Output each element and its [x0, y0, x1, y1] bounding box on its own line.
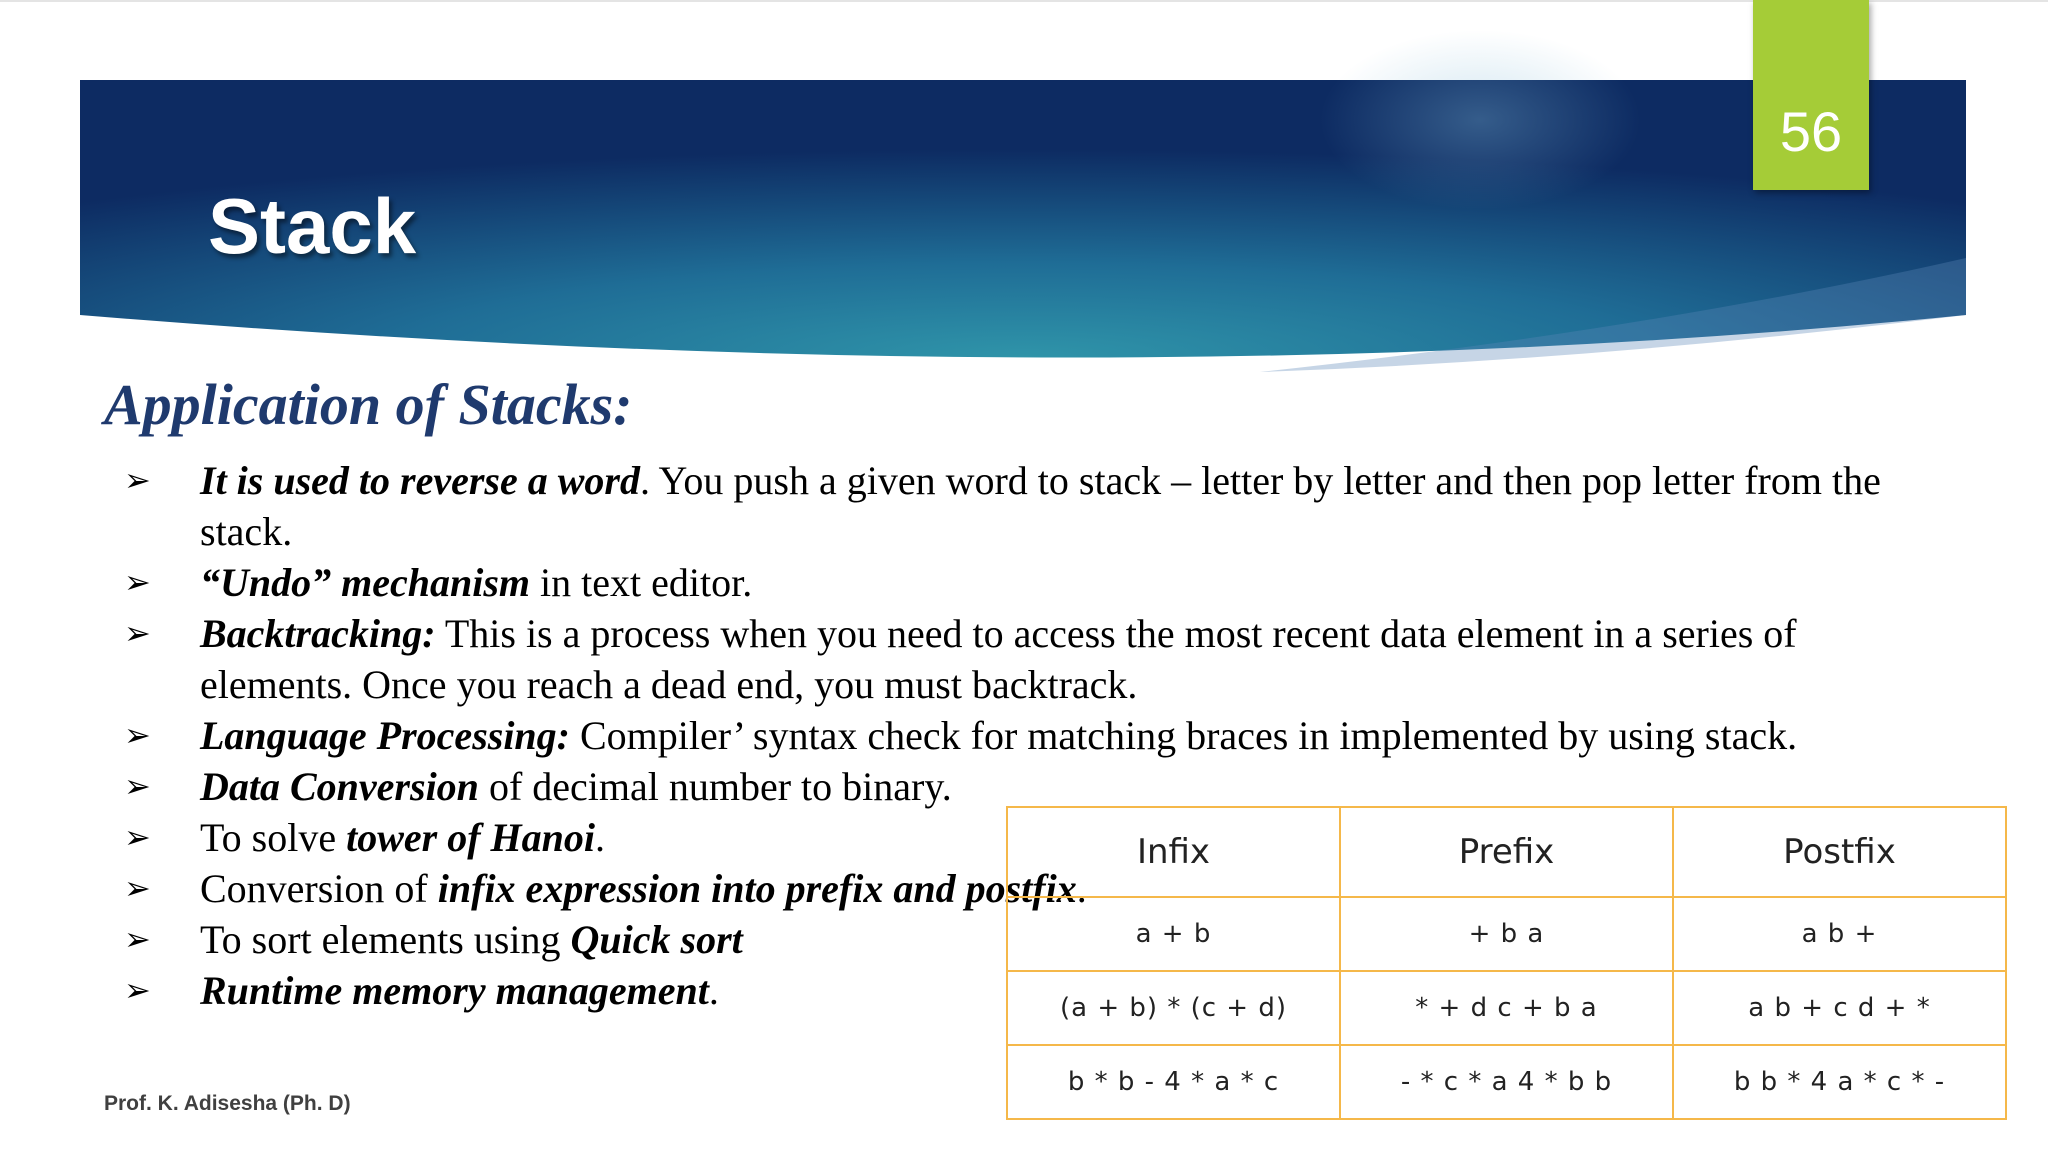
- item-text: This is a process when you need to access the most recent data element in a series of elements. Once you reach a dead end, you must backtrack.: [200, 611, 1797, 707]
- item-emphasis: Quick sort: [570, 917, 743, 962]
- table-cell: - * c * a 4 * b b: [1340, 1045, 1673, 1119]
- footer-author: Prof. K. Adisesha (Ph. D): [104, 1092, 351, 1115]
- item-prefix: Conversion of: [200, 866, 438, 911]
- item-text: of decimal number to binary.: [478, 764, 952, 809]
- section-heading: Application of Stacks:: [104, 372, 633, 437]
- column-header-postfix: Postfix: [1673, 807, 2006, 897]
- table-cell: * + d c + b a: [1340, 971, 1673, 1045]
- table-cell: (a + b) * (c + d): [1007, 971, 1340, 1045]
- item-emphasis: It is used to reverse a word: [200, 458, 640, 503]
- arrow-bullet-icon: ➢: [124, 767, 151, 805]
- item-text: Compiler’ syntax check for matching braces in implemented by using stack.: [570, 713, 1798, 758]
- table-row: [1007, 1045, 2006, 1119]
- item-emphasis: “Undo” mechanism: [200, 560, 531, 605]
- column-header-infix: Infix: [1007, 807, 1340, 897]
- list-item: [124, 710, 1954, 761]
- table-row: [1007, 971, 2006, 1045]
- item-emphasis: Data Conversion: [200, 764, 479, 809]
- arrow-bullet-icon: ➢: [124, 614, 151, 652]
- item-prefix: To sort elements using: [200, 917, 571, 962]
- arrow-bullet-icon: ➢: [124, 818, 151, 856]
- table-cell: + b a: [1340, 897, 1673, 971]
- slide-title: Stack: [208, 182, 417, 270]
- item-text: in text editor.: [530, 560, 753, 605]
- notation-table: [1006, 806, 2007, 1120]
- item-text: .: [594, 815, 605, 860]
- table-cell: a + b: [1007, 897, 1340, 971]
- arrow-bullet-icon: ➢: [124, 971, 151, 1009]
- arrow-bullet-icon: ➢: [124, 920, 151, 958]
- table-cell: a b +: [1673, 897, 2006, 971]
- item-text: .: [708, 968, 719, 1013]
- column-header-prefix: Prefix: [1340, 807, 1673, 897]
- arrow-bullet-icon: ➢: [124, 716, 151, 754]
- item-text: . You push a given word to stack – letter by letter and then pop letter from the stack.: [200, 458, 1881, 554]
- item-emphasis: infix expression into prefix and postfix: [437, 866, 1077, 911]
- list-item: [124, 455, 1954, 557]
- table-cell: b * b - 4 * a * c: [1007, 1045, 1340, 1119]
- item-emphasis: Language Processing:: [200, 713, 570, 758]
- list-item: [124, 608, 1954, 710]
- list-item: [124, 557, 1954, 608]
- item-text: .: [1076, 866, 1087, 911]
- table-cell: b b * 4 a * c * -: [1673, 1045, 2006, 1119]
- slide-number-badge: [1753, 0, 1869, 190]
- item-emphasis: tower of Hanoi: [346, 815, 595, 860]
- arrow-bullet-icon: ➢: [124, 461, 151, 499]
- slide-number: 56: [1779, 100, 1843, 163]
- arrow-bullet-icon: ➢: [124, 563, 151, 601]
- item-emphasis: Runtime memory management: [200, 968, 709, 1013]
- table-header-row: [1007, 807, 2006, 897]
- table-cell: a b + c d + *: [1673, 971, 2006, 1045]
- list-item: [124, 761, 1954, 812]
- item-emphasis: Backtracking:: [200, 611, 436, 656]
- arrow-bullet-icon: ➢: [124, 869, 151, 907]
- item-prefix: To solve: [200, 815, 347, 860]
- table-row: [1007, 897, 2006, 971]
